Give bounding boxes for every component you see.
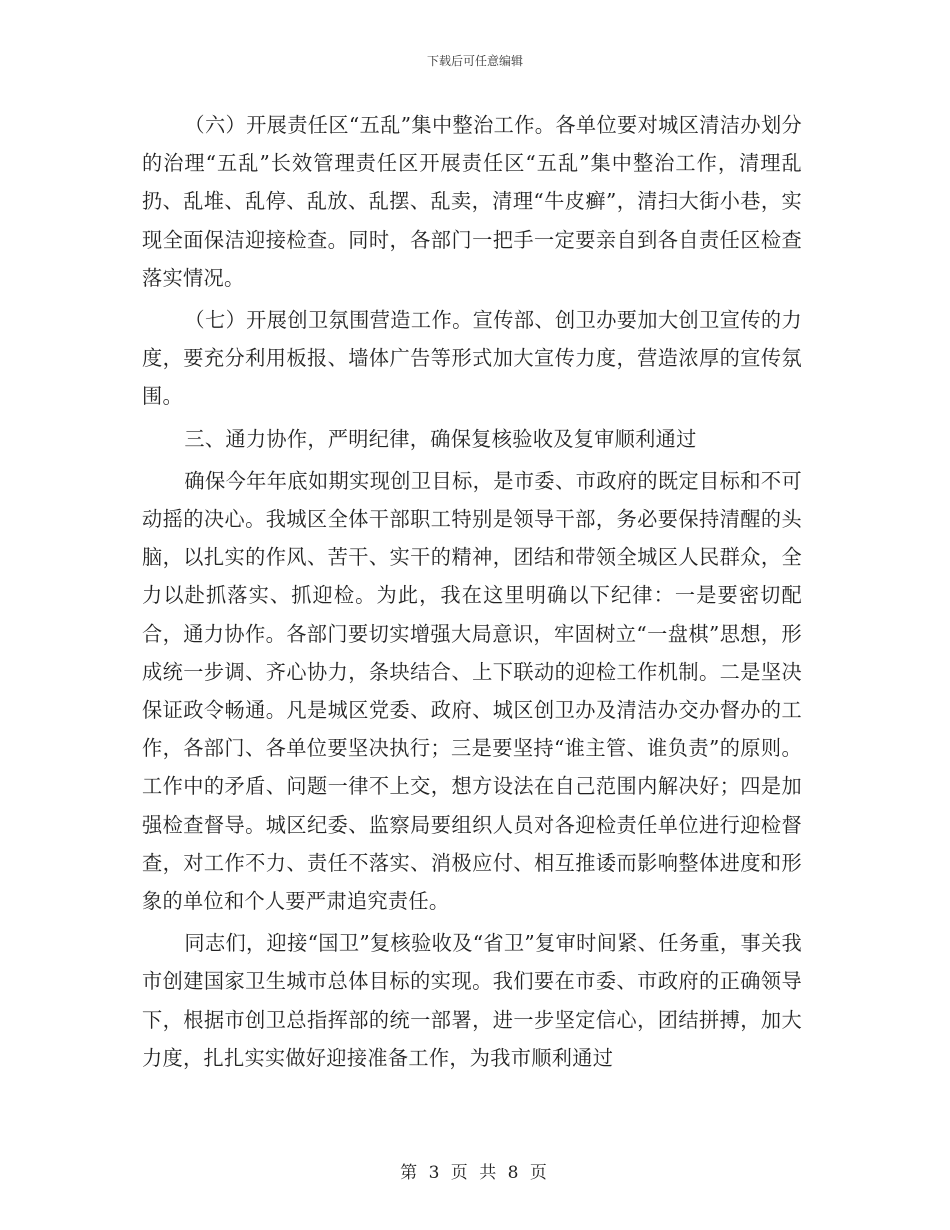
paragraph-discipline: 确保今年年底如期实现创卫目标，是市委、市政府的既定目标和不可动摇的决心。我城区全体干部职工特别是领导干部，务必要保持清醒的头脑，以扎实的作风、苦干、实干的精神，团结和带领全城区人民群众，全力以赴抓落实、抓迎检。为此，我在这里明确以下纪律：一是要密切配合，通力协作。各部门要切实增强大局意识，牢固树立“一盘棋”思想，形成统一步调、齐心协力，条块结合、上下联动的迎检工作机制。二是坚决保证政令畅通。凡是城区党委、政府、城区创卫办及清洁办交办督办的工作，各部门、各单位要坚决执行；三是要坚持“谁主管、谁负责”的原则。工作中的矛盾、问题一律不上交，想方设法在自己范围内解决好；四是加强检查督导。城区纪委、监察局要组织人员对各迎检责任单位进行迎检督查，对工作不力、责任不落实、消极应付、相互推诿而影响整体进度和形象的单位和个人要严肃追究责任。 xyxy=(142,468,802,914)
paragraph-closing: 同志们，迎接“国卫”复核验收及“省卫”复审时间紧、任务重，事关我市创建国家卫生城市总体目标的实现。我们要在市委、市政府的正确领导下，根据市创卫总指挥部的统一部署，进一步坚定信心，团结拼搏，加大力度，扎扎实实做好迎接准备工作，为我市顺利通过 xyxy=(142,931,802,1070)
page-number: 第 3 页 共 8 页 xyxy=(400,1163,550,1183)
paragraph-six: （六）开展责任区“五乱”集中整治工作。各单位要对城区清洁办划分的治理“五乱”长效管理责任区开展责任区“五乱”集中整治工作，清理乱扔、乱堆、乱停、乱放、乱摆、乱卖，清理“牛皮癣”，清扫大街小巷，实现全面保洁迎接检查。同时，各部门一把手一定要亲自到各自责任区检查落实情况。 xyxy=(142,113,802,290)
page-header: 下载后可任意编辑 xyxy=(426,54,523,68)
document-body xyxy=(142,106,802,1077)
paragraph-seven: （七）开展创卫氛围营造工作。宣传部、创卫办要加大创卫宣传的力度，要充分利用板报、墙体广告等形式加大宣传力度，营造浓厚的宣传氛围。 xyxy=(142,308,802,409)
section-heading-three: 三、通力协作，严明纪律，确保复核验收及复审顺利通过 xyxy=(184,426,697,451)
